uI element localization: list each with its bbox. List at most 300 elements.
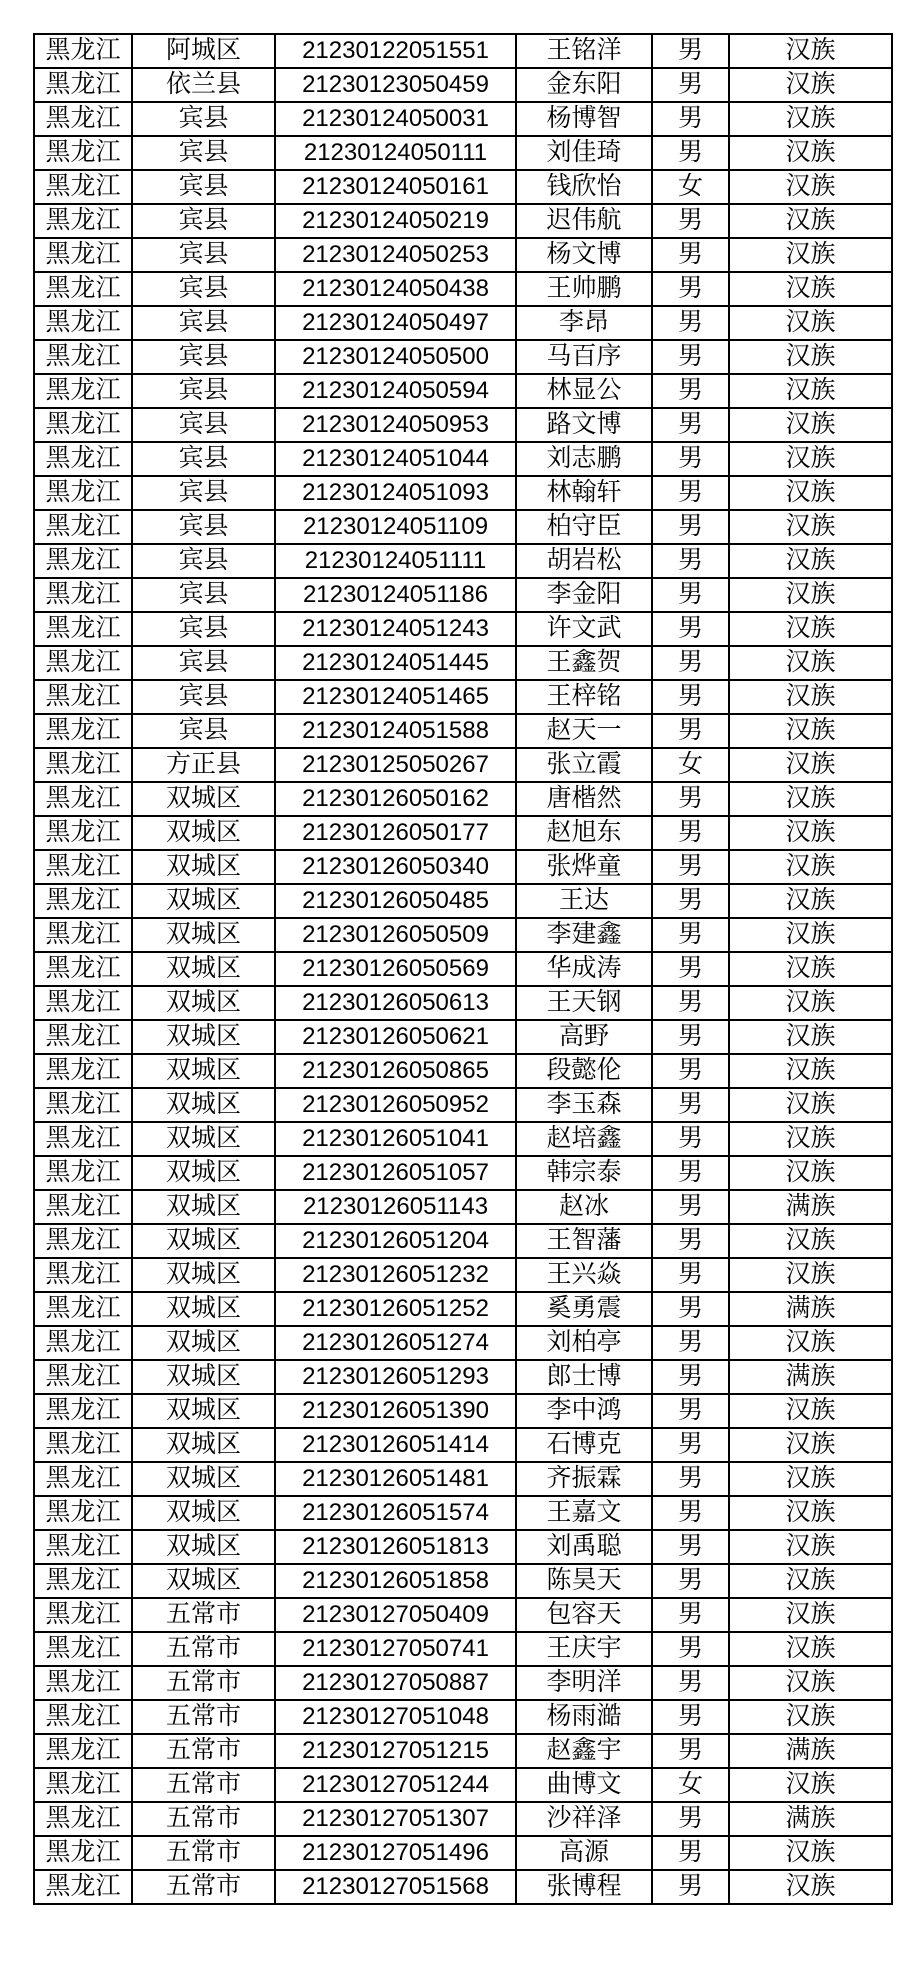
ethnicity-cell: 汉族 (729, 306, 892, 340)
ethnicity-cell: 汉族 (729, 578, 892, 612)
province-cell: 黑龙江 (34, 476, 132, 510)
candidate-id-cell: 21230126050340 (275, 850, 516, 884)
province-cell: 黑龙江 (34, 136, 132, 170)
name-cell: 沙祥泽 (516, 1802, 652, 1836)
gender-cell: 男 (652, 1802, 729, 1836)
gender-cell: 男 (652, 1564, 729, 1598)
name-cell: 石博克 (516, 1428, 652, 1462)
gender-cell: 男 (652, 102, 729, 136)
province-cell: 黑龙江 (34, 1258, 132, 1292)
ethnicity-cell: 汉族 (729, 986, 892, 1020)
table-row (34, 816, 892, 850)
name-cell: 路文博 (516, 408, 652, 442)
gender-cell: 女 (652, 170, 729, 204)
name-cell: 刘佳琦 (516, 136, 652, 170)
province-cell: 黑龙江 (34, 204, 132, 238)
province-cell: 黑龙江 (34, 408, 132, 442)
ethnicity-cell: 汉族 (729, 408, 892, 442)
candidate-id-cell: 21230126050613 (275, 986, 516, 1020)
table-row (34, 374, 892, 408)
ethnicity-cell: 汉族 (729, 1258, 892, 1292)
gender-cell: 男 (652, 1122, 729, 1156)
gender-cell: 男 (652, 986, 729, 1020)
candidate-id-cell: 21230124050031 (275, 102, 516, 136)
district-cell: 五常市 (132, 1734, 275, 1768)
district-cell: 宾县 (132, 136, 275, 170)
province-cell: 黑龙江 (34, 1326, 132, 1360)
candidate-id-cell: 21230126051390 (275, 1394, 516, 1428)
name-cell: 张烨童 (516, 850, 652, 884)
district-cell: 双城区 (132, 1394, 275, 1428)
ethnicity-cell: 汉族 (729, 1428, 892, 1462)
name-cell: 钱欣怡 (516, 170, 652, 204)
district-cell: 双城区 (132, 884, 275, 918)
name-cell: 杨博智 (516, 102, 652, 136)
gender-cell: 女 (652, 748, 729, 782)
district-cell: 宾县 (132, 170, 275, 204)
table-row (34, 1632, 892, 1666)
ethnicity-cell: 汉族 (729, 136, 892, 170)
table-row (34, 1224, 892, 1258)
ethnicity-cell: 满族 (729, 1292, 892, 1326)
province-cell: 黑龙江 (34, 544, 132, 578)
gender-cell: 男 (652, 1258, 729, 1292)
province-cell: 黑龙江 (34, 782, 132, 816)
name-cell: 郎士博 (516, 1360, 652, 1394)
district-cell: 五常市 (132, 1666, 275, 1700)
district-cell: 宾县 (132, 340, 275, 374)
name-cell: 赵旭东 (516, 816, 652, 850)
name-cell: 曲博文 (516, 1768, 652, 1802)
gender-cell: 男 (652, 1190, 729, 1224)
name-cell: 杨雨澔 (516, 1700, 652, 1734)
candidate-id-cell: 21230127050887 (275, 1666, 516, 1700)
name-cell: 林翰轩 (516, 476, 652, 510)
candidate-id-cell: 21230126051274 (275, 1326, 516, 1360)
table-row (34, 170, 892, 204)
name-cell: 王庆宇 (516, 1632, 652, 1666)
table-row (34, 306, 892, 340)
gender-cell: 男 (652, 1496, 729, 1530)
ethnicity-cell: 汉族 (729, 238, 892, 272)
ethnicity-cell: 汉族 (729, 1156, 892, 1190)
table-row (34, 1734, 892, 1768)
candidate-id-cell: 21230127051244 (275, 1768, 516, 1802)
gender-cell: 男 (652, 1734, 729, 1768)
province-cell: 黑龙江 (34, 680, 132, 714)
ethnicity-cell: 满族 (729, 1190, 892, 1224)
table-row (34, 1530, 892, 1564)
name-cell: 王鑫贺 (516, 646, 652, 680)
ethnicity-cell: 汉族 (729, 1054, 892, 1088)
gender-cell: 女 (652, 1768, 729, 1802)
district-cell: 宾县 (132, 306, 275, 340)
table-row (34, 1326, 892, 1360)
province-cell: 黑龙江 (34, 1836, 132, 1870)
province-cell: 黑龙江 (34, 1734, 132, 1768)
province-cell: 黑龙江 (34, 68, 132, 102)
name-cell: 李金阳 (516, 578, 652, 612)
district-cell: 双城区 (132, 1122, 275, 1156)
district-cell: 双城区 (132, 1428, 275, 1462)
gender-cell: 男 (652, 1632, 729, 1666)
province-cell: 黑龙江 (34, 1496, 132, 1530)
candidate-id-cell: 21230124051186 (275, 578, 516, 612)
province-cell: 黑龙江 (34, 612, 132, 646)
gender-cell: 男 (652, 1836, 729, 1870)
province-cell: 黑龙江 (34, 510, 132, 544)
ethnicity-cell: 汉族 (729, 68, 892, 102)
province-cell: 黑龙江 (34, 1122, 132, 1156)
gender-cell: 男 (652, 238, 729, 272)
district-cell: 双城区 (132, 1190, 275, 1224)
table-row (34, 1088, 892, 1122)
province-cell: 黑龙江 (34, 1632, 132, 1666)
province-cell: 黑龙江 (34, 578, 132, 612)
candidate-id-cell: 21230124051588 (275, 714, 516, 748)
district-cell: 双城区 (132, 1564, 275, 1598)
gender-cell: 男 (652, 408, 729, 442)
province-cell: 黑龙江 (34, 1428, 132, 1462)
gender-cell: 男 (652, 374, 729, 408)
province-cell: 黑龙江 (34, 374, 132, 408)
gender-cell: 男 (652, 918, 729, 952)
province-cell: 黑龙江 (34, 34, 132, 68)
district-cell: 宾县 (132, 476, 275, 510)
province-cell: 黑龙江 (34, 1224, 132, 1258)
gender-cell: 男 (652, 850, 729, 884)
gender-cell: 男 (652, 680, 729, 714)
table-row (34, 1496, 892, 1530)
ethnicity-cell: 汉族 (729, 1496, 892, 1530)
candidate-id-cell: 21230124051109 (275, 510, 516, 544)
name-cell: 王帅鹏 (516, 272, 652, 306)
candidate-id-cell: 21230124050953 (275, 408, 516, 442)
table-row (34, 1360, 892, 1394)
candidate-id-cell: 21230126051813 (275, 1530, 516, 1564)
district-cell: 双城区 (132, 986, 275, 1020)
name-cell: 高野 (516, 1020, 652, 1054)
district-cell: 双城区 (132, 1360, 275, 1394)
candidate-id-cell: 21230124050253 (275, 238, 516, 272)
table-row (34, 442, 892, 476)
district-cell: 方正县 (132, 748, 275, 782)
province-cell: 黑龙江 (34, 238, 132, 272)
candidate-id-cell: 21230126051232 (275, 1258, 516, 1292)
table-row (34, 1258, 892, 1292)
candidate-id-cell: 21230126051143 (275, 1190, 516, 1224)
province-cell: 黑龙江 (34, 884, 132, 918)
gender-cell: 男 (652, 510, 729, 544)
table-row (34, 1836, 892, 1870)
gender-cell: 男 (652, 1462, 729, 1496)
candidate-id-cell: 21230127051307 (275, 1802, 516, 1836)
table-row (34, 918, 892, 952)
table-row (34, 748, 892, 782)
ethnicity-cell: 汉族 (729, 102, 892, 136)
gender-cell: 男 (652, 1394, 729, 1428)
gender-cell: 男 (652, 1700, 729, 1734)
candidate-id-cell: 21230127051496 (275, 1836, 516, 1870)
district-cell: 五常市 (132, 1802, 275, 1836)
table-row (34, 544, 892, 578)
ethnicity-cell: 汉族 (729, 272, 892, 306)
name-cell: 杨文博 (516, 238, 652, 272)
district-cell: 宾县 (132, 578, 275, 612)
candidate-id-cell: 21230126050177 (275, 816, 516, 850)
gender-cell: 男 (652, 34, 729, 68)
district-cell: 五常市 (132, 1700, 275, 1734)
table-row (34, 476, 892, 510)
ethnicity-cell: 汉族 (729, 204, 892, 238)
name-cell: 段懿伦 (516, 1054, 652, 1088)
province-cell: 黑龙江 (34, 272, 132, 306)
district-cell: 宾县 (132, 544, 275, 578)
candidate-id-cell: 21230126050162 (275, 782, 516, 816)
province-cell: 黑龙江 (34, 306, 132, 340)
ethnicity-cell: 汉族 (729, 1122, 892, 1156)
candidate-id-cell: 21230126050485 (275, 884, 516, 918)
table-row (34, 1292, 892, 1326)
table-row (34, 510, 892, 544)
province-cell: 黑龙江 (34, 986, 132, 1020)
name-cell: 林显公 (516, 374, 652, 408)
ethnicity-cell: 汉族 (729, 952, 892, 986)
district-cell: 宾县 (132, 612, 275, 646)
table-row (34, 68, 892, 102)
table-row (34, 1020, 892, 1054)
ethnicity-cell: 汉族 (729, 816, 892, 850)
province-cell: 黑龙江 (34, 1088, 132, 1122)
ethnicity-cell: 汉族 (729, 1598, 892, 1632)
district-cell: 宾县 (132, 510, 275, 544)
district-cell: 双城区 (132, 1088, 275, 1122)
district-cell: 五常市 (132, 1598, 275, 1632)
candidate-id-cell: 21230127051215 (275, 1734, 516, 1768)
candidate-id-cell: 21230124050500 (275, 340, 516, 374)
gender-cell: 男 (652, 646, 729, 680)
name-cell: 许文武 (516, 612, 652, 646)
table-row (34, 578, 892, 612)
ethnicity-cell: 汉族 (729, 1768, 892, 1802)
province-cell: 黑龙江 (34, 340, 132, 374)
ethnicity-cell: 汉族 (729, 1326, 892, 1360)
candidate-id-cell: 21230122051551 (275, 34, 516, 68)
table-row (34, 204, 892, 238)
province-cell: 黑龙江 (34, 918, 132, 952)
table-row (34, 1870, 892, 1904)
province-cell: 黑龙江 (34, 1394, 132, 1428)
district-cell: 双城区 (132, 782, 275, 816)
district-cell: 双城区 (132, 1224, 275, 1258)
name-cell: 李昂 (516, 306, 652, 340)
province-cell: 黑龙江 (34, 1768, 132, 1802)
candidate-id-cell: 21230127051048 (275, 1700, 516, 1734)
ethnicity-cell: 汉族 (729, 34, 892, 68)
name-cell: 赵冰 (516, 1190, 652, 1224)
candidate-id-cell: 21230126050509 (275, 918, 516, 952)
candidate-id-cell: 21230126050569 (275, 952, 516, 986)
ethnicity-cell: 汉族 (729, 782, 892, 816)
province-cell: 黑龙江 (34, 646, 132, 680)
gender-cell: 男 (652, 1598, 729, 1632)
candidate-id-cell: 21230126051858 (275, 1564, 516, 1598)
table-row (34, 714, 892, 748)
table-row (34, 646, 892, 680)
district-cell: 双城区 (132, 1020, 275, 1054)
candidate-id-cell: 21230124050161 (275, 170, 516, 204)
table-row (34, 102, 892, 136)
province-cell: 黑龙江 (34, 1156, 132, 1190)
ethnicity-cell: 汉族 (729, 748, 892, 782)
gender-cell: 男 (652, 68, 729, 102)
gender-cell: 男 (652, 952, 729, 986)
name-cell: 赵天一 (516, 714, 652, 748)
district-cell: 宾县 (132, 374, 275, 408)
ethnicity-cell: 汉族 (729, 544, 892, 578)
ethnicity-cell: 汉族 (729, 1632, 892, 1666)
ethnicity-cell: 汉族 (729, 170, 892, 204)
gender-cell: 男 (652, 340, 729, 374)
province-cell: 黑龙江 (34, 1598, 132, 1632)
name-cell: 王铭洋 (516, 34, 652, 68)
candidate-id-cell: 21230126051293 (275, 1360, 516, 1394)
candidate-id-cell: 21230124051445 (275, 646, 516, 680)
gender-cell: 男 (652, 476, 729, 510)
district-cell: 双城区 (132, 1292, 275, 1326)
name-cell: 刘禹聪 (516, 1530, 652, 1564)
district-cell: 双城区 (132, 1326, 275, 1360)
province-cell: 黑龙江 (34, 714, 132, 748)
province-cell: 黑龙江 (34, 850, 132, 884)
candidate-id-cell: 21230124050497 (275, 306, 516, 340)
candidate-id-cell: 21230126051574 (275, 1496, 516, 1530)
candidate-id-cell: 21230126051481 (275, 1462, 516, 1496)
gender-cell: 男 (652, 1870, 729, 1904)
ethnicity-cell: 汉族 (729, 374, 892, 408)
table-row (34, 1802, 892, 1836)
gender-cell: 男 (652, 204, 729, 238)
district-cell: 依兰县 (132, 68, 275, 102)
province-cell: 黑龙江 (34, 1292, 132, 1326)
ethnicity-cell: 汉族 (729, 1666, 892, 1700)
gender-cell: 男 (652, 1428, 729, 1462)
name-cell: 刘志鹏 (516, 442, 652, 476)
name-cell: 齐振霖 (516, 1462, 652, 1496)
ethnicity-cell: 汉族 (729, 510, 892, 544)
table-row (34, 1768, 892, 1802)
district-cell: 五常市 (132, 1870, 275, 1904)
name-cell: 王兴焱 (516, 1258, 652, 1292)
candidate-id-cell: 21230126051204 (275, 1224, 516, 1258)
ethnicity-cell: 满族 (729, 1360, 892, 1394)
name-cell: 王智藩 (516, 1224, 652, 1258)
candidate-id-cell: 21230126051252 (275, 1292, 516, 1326)
name-cell: 张立霞 (516, 748, 652, 782)
candidate-id-cell: 21230124051243 (275, 612, 516, 646)
gender-cell: 男 (652, 1666, 729, 1700)
district-cell: 双城区 (132, 1156, 275, 1190)
province-cell: 黑龙江 (34, 102, 132, 136)
table-row (34, 238, 892, 272)
table-row (34, 680, 892, 714)
ethnicity-cell: 满族 (729, 1734, 892, 1768)
district-cell: 双城区 (132, 952, 275, 986)
gender-cell: 男 (652, 1020, 729, 1054)
gender-cell: 男 (652, 1530, 729, 1564)
name-cell: 张博程 (516, 1870, 652, 1904)
ethnicity-cell: 汉族 (729, 1564, 892, 1598)
province-cell: 黑龙江 (34, 816, 132, 850)
district-cell: 宾县 (132, 204, 275, 238)
name-cell: 马百序 (516, 340, 652, 374)
gender-cell: 男 (652, 1360, 729, 1394)
province-cell: 黑龙江 (34, 1360, 132, 1394)
ethnicity-cell: 汉族 (729, 1020, 892, 1054)
name-cell: 迟伟航 (516, 204, 652, 238)
district-cell: 双城区 (132, 1530, 275, 1564)
candidate-id-cell: 21230126051414 (275, 1428, 516, 1462)
candidate-id-cell: 21230126050952 (275, 1088, 516, 1122)
name-cell: 刘柏亭 (516, 1326, 652, 1360)
province-cell: 黑龙江 (34, 1020, 132, 1054)
province-cell: 黑龙江 (34, 1054, 132, 1088)
ethnicity-cell: 汉族 (729, 918, 892, 952)
gender-cell: 男 (652, 1326, 729, 1360)
ethnicity-cell: 汉族 (729, 1530, 892, 1564)
roster-body (34, 34, 892, 1904)
gender-cell: 男 (652, 306, 729, 340)
province-cell: 黑龙江 (34, 1666, 132, 1700)
gender-cell: 男 (652, 1088, 729, 1122)
ethnicity-cell: 汉族 (729, 646, 892, 680)
candidate-id-cell: 21230127050409 (275, 1598, 516, 1632)
candidate-id-cell: 21230127051568 (275, 1870, 516, 1904)
name-cell: 李明洋 (516, 1666, 652, 1700)
gender-cell: 男 (652, 442, 729, 476)
table-row (34, 612, 892, 646)
name-cell: 柏守臣 (516, 510, 652, 544)
candidate-id-cell: 21230124051111 (275, 544, 516, 578)
province-cell: 黑龙江 (34, 1870, 132, 1904)
table-row (34, 1666, 892, 1700)
name-cell: 王天钢 (516, 986, 652, 1020)
district-cell: 双城区 (132, 918, 275, 952)
table-row (34, 340, 892, 374)
district-cell: 双城区 (132, 1496, 275, 1530)
gender-cell: 男 (652, 578, 729, 612)
ethnicity-cell: 汉族 (729, 1394, 892, 1428)
province-cell: 黑龙江 (34, 1802, 132, 1836)
district-cell: 五常市 (132, 1768, 275, 1802)
district-cell: 阿城区 (132, 34, 275, 68)
table-row (34, 884, 892, 918)
name-cell: 王梓铭 (516, 680, 652, 714)
name-cell: 王嘉文 (516, 1496, 652, 1530)
ethnicity-cell: 汉族 (729, 340, 892, 374)
ethnicity-cell: 汉族 (729, 1088, 892, 1122)
table-row (34, 1122, 892, 1156)
gender-cell: 男 (652, 1156, 729, 1190)
district-cell: 五常市 (132, 1836, 275, 1870)
gender-cell: 男 (652, 1054, 729, 1088)
name-cell: 韩宗泰 (516, 1156, 652, 1190)
candidate-id-cell: 21230124051093 (275, 476, 516, 510)
table-row (34, 34, 892, 68)
district-cell: 双城区 (132, 816, 275, 850)
name-cell: 李玉森 (516, 1088, 652, 1122)
province-cell: 黑龙江 (34, 1462, 132, 1496)
